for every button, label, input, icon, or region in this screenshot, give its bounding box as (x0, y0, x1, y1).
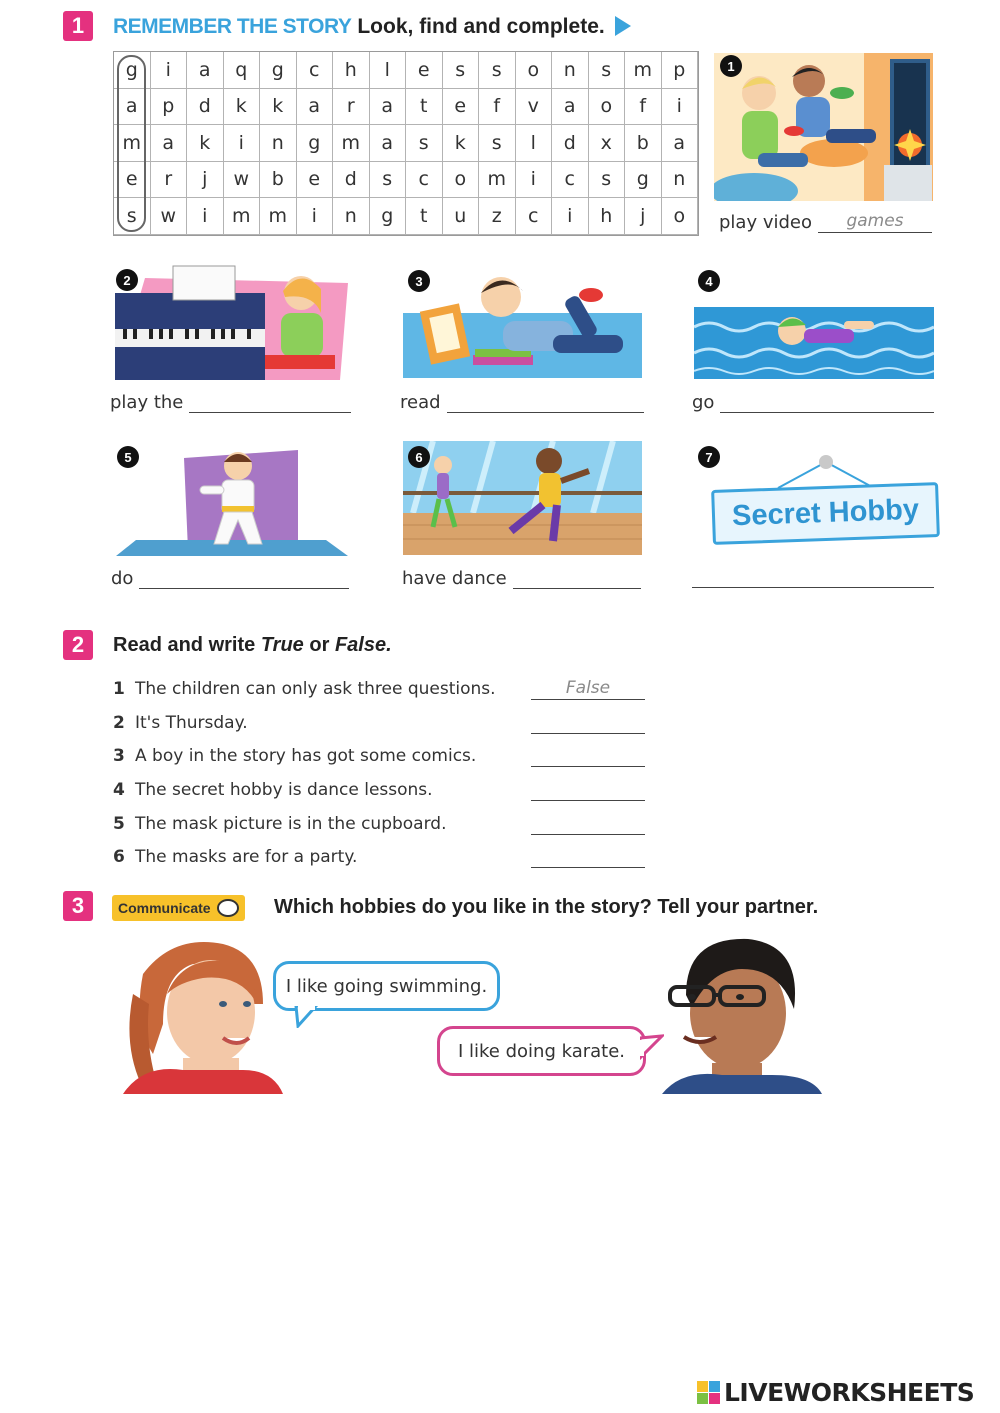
grid-cell[interactable]: q (224, 52, 261, 89)
grid-cell[interactable]: e (297, 162, 334, 199)
logo-mark-icon (697, 1381, 720, 1404)
remember-the-story-label: REMEMBER THE STORY (113, 15, 352, 38)
grid-cell[interactable]: t (406, 89, 443, 126)
grid-cell[interactable]: s (406, 125, 443, 162)
statement-row-1 (113, 679, 496, 699)
statement-row-5 (113, 814, 446, 834)
section-2-title-a: Read and write (113, 634, 256, 656)
item-4-number: 4 (698, 270, 720, 292)
item-6-number: 6 (408, 446, 430, 468)
grid-cell[interactable]: s (589, 52, 626, 89)
item-3-label (400, 392, 644, 413)
grid-cell[interactable]: k (224, 89, 261, 126)
statement-num: 2 (113, 713, 125, 733)
grid-cell[interactable]: a (552, 89, 589, 126)
grid-cell[interactable]: m (479, 162, 516, 199)
grid-cell[interactable]: a (662, 125, 699, 162)
grid-cell[interactable]: g (297, 125, 334, 162)
item-7-answer-blank[interactable] (692, 568, 934, 588)
grid-cell[interactable]: i (662, 89, 699, 126)
grid-cell[interactable]: l (370, 52, 407, 89)
statement-num: 1 (113, 679, 125, 699)
grid-cell[interactable]: m (114, 125, 151, 162)
grid-cell[interactable]: c (516, 198, 553, 235)
grid-cell[interactable]: e (406, 52, 443, 89)
picture-piano (115, 263, 348, 380)
item-4-label (692, 392, 934, 413)
speech-tail-boy (640, 1034, 664, 1064)
item-3-answer-blank[interactable] (447, 393, 644, 413)
grid-cell[interactable]: m (224, 198, 261, 235)
grid-cell[interactable]: t (406, 198, 443, 235)
grid-cell[interactable]: p (662, 52, 699, 89)
grid-cell[interactable]: s (479, 52, 516, 89)
statement-row-4 (113, 780, 433, 800)
grid-cell[interactable]: c (297, 52, 334, 89)
grid-cell[interactable]: m (260, 198, 297, 235)
grid-cell[interactable]: h (333, 52, 370, 89)
item-1-number: 1 (720, 55, 742, 77)
statement-6-answer-blank[interactable] (531, 846, 645, 868)
grid-cell[interactable]: c (406, 162, 443, 199)
statement-2-answer-blank[interactable] (531, 712, 645, 734)
section-1-title (113, 15, 631, 39)
grid-cell[interactable]: a (151, 125, 188, 162)
secret-hobby-sign: Secret Hobby (711, 482, 940, 545)
picture-dance (403, 441, 642, 555)
grid-cell[interactable]: k (187, 125, 224, 162)
grid-cell[interactable]: o (589, 89, 626, 126)
item-1-prefix: play video (719, 212, 812, 233)
item-5-number: 5 (117, 446, 139, 468)
item-5-answer-blank[interactable] (139, 569, 349, 589)
picture-video-games (714, 53, 933, 201)
communicate-badge (112, 895, 245, 921)
grid-cell[interactable]: i (552, 198, 589, 235)
section-2-title-false: False. (334, 634, 392, 656)
item-6-label (402, 568, 641, 589)
grid-cell[interactable]: f (479, 89, 516, 126)
item-4-answer-blank[interactable] (720, 393, 934, 413)
grid-cell[interactable]: e (443, 89, 480, 126)
statement-4-answer-blank[interactable] (531, 779, 645, 801)
statement-text: A boy in the story has got some comics. (135, 746, 477, 766)
item-6-prefix: have dance (402, 568, 507, 589)
picture-comics (403, 265, 642, 378)
grid-cell[interactable]: n (552, 52, 589, 89)
speech-bubble-girl: I like going swimming. (273, 961, 500, 1011)
statement-3-answer-blank[interactable] (531, 745, 645, 767)
statement-text: The masks are for a party. (135, 847, 358, 867)
section-2-title (113, 634, 392, 657)
grid-cell[interactable]: i (187, 198, 224, 235)
statement-1-answer-blank[interactable] (531, 678, 645, 700)
item-1-label (719, 212, 932, 233)
section-1-number: 1 (63, 11, 93, 41)
grid-cell[interactable]: j (625, 198, 662, 235)
grid-cell[interactable]: a (297, 89, 334, 126)
grid-cell[interactable]: j (187, 162, 224, 199)
grid-cell[interactable]: f (625, 89, 662, 126)
grid-cell[interactable]: c (552, 162, 589, 199)
grid-cell[interactable]: p (151, 89, 188, 126)
grid-cell[interactable]: w (224, 162, 261, 199)
item-6-answer-blank[interactable] (513, 569, 641, 589)
word-search-grid (113, 51, 699, 236)
picture-swimming (694, 307, 934, 379)
play-icon[interactable] (615, 16, 631, 36)
section-3-title: Which hobbies do you like in the story? Tell your partner. (274, 896, 819, 918)
grid-cell[interactable]: m (333, 125, 370, 162)
grid-cell[interactable]: h (589, 198, 626, 235)
item-3-prefix: read (400, 392, 441, 413)
boy-photo (662, 929, 822, 1094)
item-1-answer: games (846, 211, 904, 231)
grid-cell[interactable]: a (187, 52, 224, 89)
grid-cell[interactable]: o (516, 52, 553, 89)
grid-cell[interactable]: s (443, 52, 480, 89)
section-3-number: 3 (63, 891, 93, 921)
grid-cell[interactable]: w (151, 198, 188, 235)
picture-karate (116, 444, 348, 556)
found-word-highlight (117, 55, 146, 232)
grid-cell[interactable]: g (370, 198, 407, 235)
item-4-prefix: go (692, 392, 715, 413)
statement-num: 5 (113, 814, 125, 834)
grid-cell[interactable]: n (260, 125, 297, 162)
grid-cell[interactable]: d (187, 89, 224, 126)
statement-row-2 (113, 713, 248, 733)
grid-cell[interactable]: l (516, 125, 553, 162)
grid-cell[interactable]: k (443, 125, 480, 162)
item-2-prefix: play the (110, 392, 184, 413)
statement-text: The mask picture is in the cupboard. (135, 814, 447, 834)
item-2-label (110, 392, 351, 413)
grid-cell[interactable]: g (114, 52, 151, 89)
grid-cell[interactable]: k (260, 89, 297, 126)
grid-cell[interactable]: v (516, 89, 553, 126)
grid-cell[interactable]: s (479, 125, 516, 162)
grid-cell[interactable]: i (297, 198, 334, 235)
statement-num: 6 (113, 847, 125, 867)
item-2-answer-blank[interactable] (189, 393, 351, 413)
girl-photo (123, 934, 283, 1094)
grid-cell[interactable]: g (625, 162, 662, 199)
item-5-label (111, 568, 349, 589)
grid-cell[interactable]: a (370, 89, 407, 126)
grid-cell[interactable]: a (114, 89, 151, 126)
grid-cell[interactable]: o (662, 198, 699, 235)
item-3-number: 3 (408, 270, 430, 292)
section-2-title-true: True (260, 634, 304, 656)
grid-cell[interactable]: g (260, 52, 297, 89)
grid-cell[interactable]: s (370, 162, 407, 199)
item-1-answer-blank[interactable] (818, 213, 932, 233)
item-7-label (692, 568, 934, 588)
statement-1-answer: False (565, 678, 611, 698)
grid-cell[interactable]: b (260, 162, 297, 199)
statement-text: The secret hobby is dance lessons. (135, 780, 433, 800)
grid-cell[interactable]: n (662, 162, 699, 199)
grid-cell[interactable]: i (224, 125, 261, 162)
grid-cell[interactable]: r (333, 89, 370, 126)
grid-cell[interactable]: s (114, 198, 151, 235)
item-7-number: 7 (698, 446, 720, 468)
statement-text: It's Thursday. (135, 713, 248, 733)
logo-text: LIVEWORKSHEETS (724, 1378, 975, 1407)
grid-cell[interactable]: m (625, 52, 662, 89)
grid-cell[interactable]: i (151, 52, 188, 89)
communicate-label: Communicate (118, 900, 211, 916)
section-1-instruction: Look, find and complete. (357, 15, 605, 38)
statement-num: 3 (113, 746, 125, 766)
grid-cell[interactable]: x (589, 125, 626, 162)
grid-cell[interactable]: i (516, 162, 553, 199)
grid-cell[interactable]: a (370, 125, 407, 162)
speech-bubble-icon (217, 899, 239, 917)
speech-tail-girl (292, 1006, 322, 1028)
grid-cell[interactable]: s (589, 162, 626, 199)
statement-row-3 (113, 746, 476, 766)
statement-row-6 (113, 847, 357, 867)
section-2-title-or: or (309, 634, 330, 656)
grid-cell[interactable]: u (443, 198, 480, 235)
speech-bubble-boy: I like doing karate. (437, 1026, 646, 1076)
grid-cell[interactable]: z (479, 198, 516, 235)
grid-cell[interactable]: r (151, 162, 188, 199)
statement-text: The children can only ask three questions. (135, 679, 496, 699)
grid-cell[interactable]: d (552, 125, 589, 162)
section-2-number: 2 (63, 630, 93, 660)
grid-cell[interactable]: e (114, 162, 151, 199)
liveworksheets-logo (697, 1378, 974, 1407)
item-5-prefix: do (111, 568, 134, 589)
statement-5-answer-blank[interactable] (531, 813, 645, 835)
grid-cell[interactable]: o (443, 162, 480, 199)
grid-cell[interactable]: d (333, 162, 370, 199)
grid-cell[interactable]: b (625, 125, 662, 162)
item-2-number: 2 (116, 269, 138, 291)
grid-cell[interactable]: n (333, 198, 370, 235)
statement-num: 4 (113, 780, 125, 800)
